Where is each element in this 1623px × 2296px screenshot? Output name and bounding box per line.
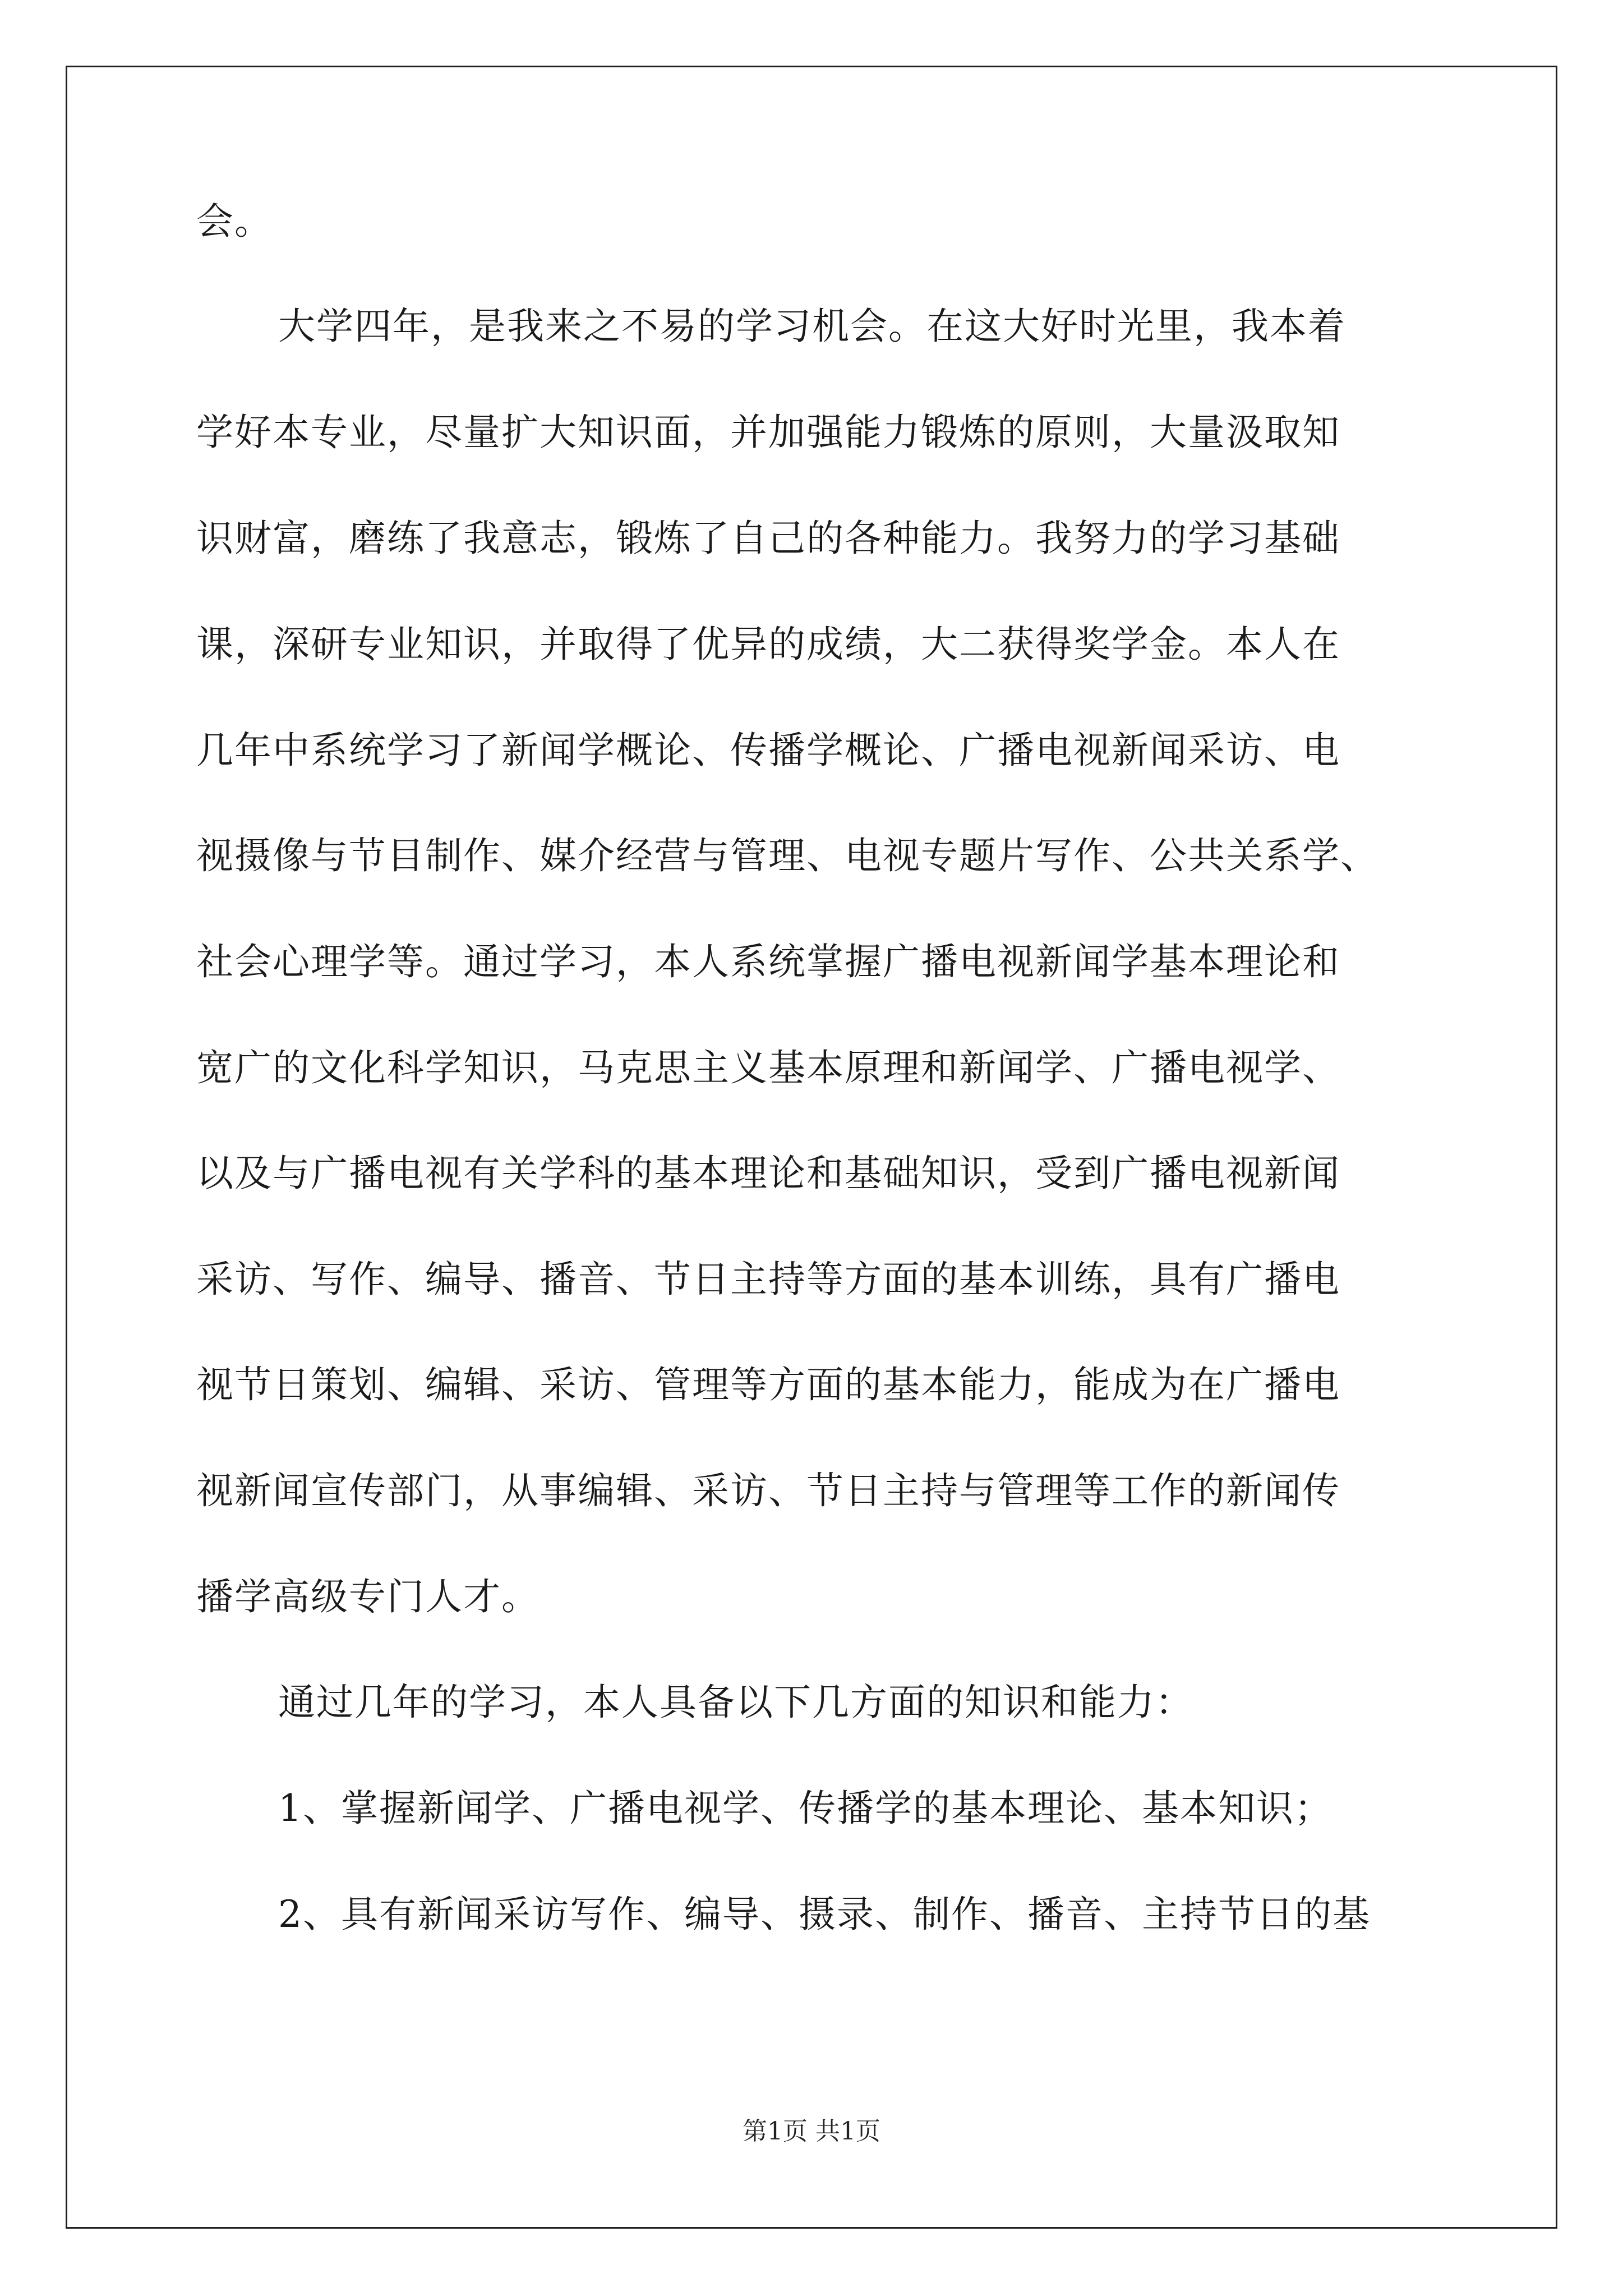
text-line: 会。: [196, 200, 273, 243]
list-item-1: 1、掌握新闻学、广播电视学、传播学的基本理论、基本知识；: [278, 1787, 1332, 1830]
text-line: 识财富，磨练了我意志，锻炼了自己的各种能力。我努力的学习基础: [196, 517, 1340, 560]
paragraph-start-line: 通过几年的学习，本人具备以下几方面的知识和能力：: [278, 1681, 1193, 1724]
list-item-2: 2、具有新闻采访写作、编导、摄录、制作、播音、主持节日的基: [278, 1893, 1371, 1936]
text-line: 几年中系统学习了新闻学概论、传播学概论、广播电视新闻采访、电: [196, 729, 1340, 772]
text-line: 视摄像与节目制作、媒介经营与管理、电视专题片写作、公共关系学、: [196, 834, 1378, 877]
text-line: 播学高级专门人才。: [196, 1575, 540, 1618]
text-line: 学好本专业，尽量扩大知识面，并加强能力锻炼的原则，大量汲取知: [196, 411, 1340, 454]
text-line: 视新闻宣传部门，从事编辑、采访、节日主持与管理等工作的新闻传: [196, 1469, 1340, 1512]
page-number-footer: 第1页 共1页: [743, 2117, 880, 2146]
paragraph-start-line: 大学四年，是我来之不易的学习机会。在这大好时光里，我本着: [278, 305, 1346, 348]
text-line: 课，深研专业知识，并取得了优异的成绩，大二获得奖学金。本人在: [196, 623, 1340, 666]
text-line: 以及与广播电视有关学科的基本理论和基础知识，受到广播电视新闻: [196, 1152, 1340, 1195]
text-line: 视节日策划、编辑、采访、管理等方面的基本能力，能成为在广播电: [196, 1363, 1340, 1406]
text-line: 宽广的文化科学知识，马克思主义基本原理和新闻学、广播电视学、: [196, 1046, 1340, 1089]
text-line: 采访、写作、编导、播音、节日主持等方面的基本训练，具有广播电: [196, 1258, 1340, 1301]
text-line: 社会心理学等。通过学习，本人系统掌握广播电视新闻学基本理论和: [196, 940, 1340, 983]
